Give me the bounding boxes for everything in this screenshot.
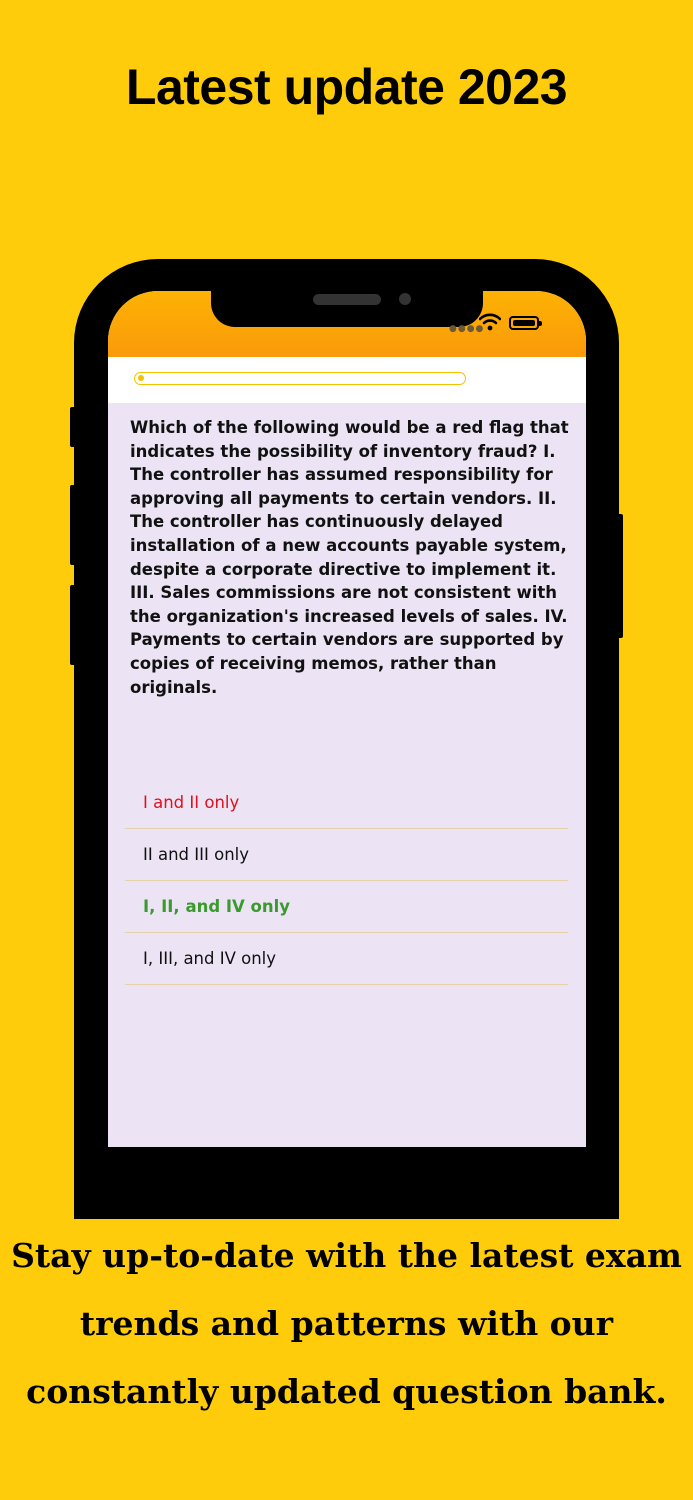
progress-panel — [108, 357, 586, 403]
answer-list — [125, 777, 568, 985]
phone-notch — [211, 291, 483, 327]
status-bar — [108, 291, 586, 357]
phone-power-button — [617, 514, 623, 638]
answer-option-2[interactable]: II and III only — [125, 829, 568, 881]
signal-dots-icon: ●●●● — [449, 324, 485, 334]
phone-mute-switch — [70, 407, 76, 447]
answer-option-4[interactable]: I, III, and IV only — [125, 933, 568, 985]
battery-icon — [509, 316, 539, 330]
promo-tagline: Stay up-to-date with the latest exam trends and patterns with our constantly updated question bank. — [11, 1236, 682, 1411]
progress-indicator — [138, 375, 144, 381]
promo-headline: Latest update 2023 — [125, 59, 568, 115]
phone-volume-down-button — [70, 585, 76, 665]
answer-option-3[interactable]: I, II, and IV only — [125, 881, 568, 933]
answer-option-1[interactable]: I and II only — [125, 777, 568, 829]
wifi-icon — [479, 313, 501, 331]
app-screen — [108, 291, 586, 1147]
front-camera — [399, 293, 411, 305]
progress-bar — [134, 372, 466, 385]
question-text: Which of the following would be a red flag that indicates the possibility of inventory fraud? I. The controller has assumed responsibility for approving all payments to certain vendors. II. The controller has continuously delayed installation of a new accounts payable system, despite a corporate directive to implement it. III. Sales commissions are not consistent with the organization's increased levels of sales. IV. Payments to certain vendors are supported by copies of receiving memos, rather than originals. — [130, 418, 569, 697]
phone-volume-up-button — [70, 485, 76, 565]
speaker-grille — [313, 294, 381, 305]
